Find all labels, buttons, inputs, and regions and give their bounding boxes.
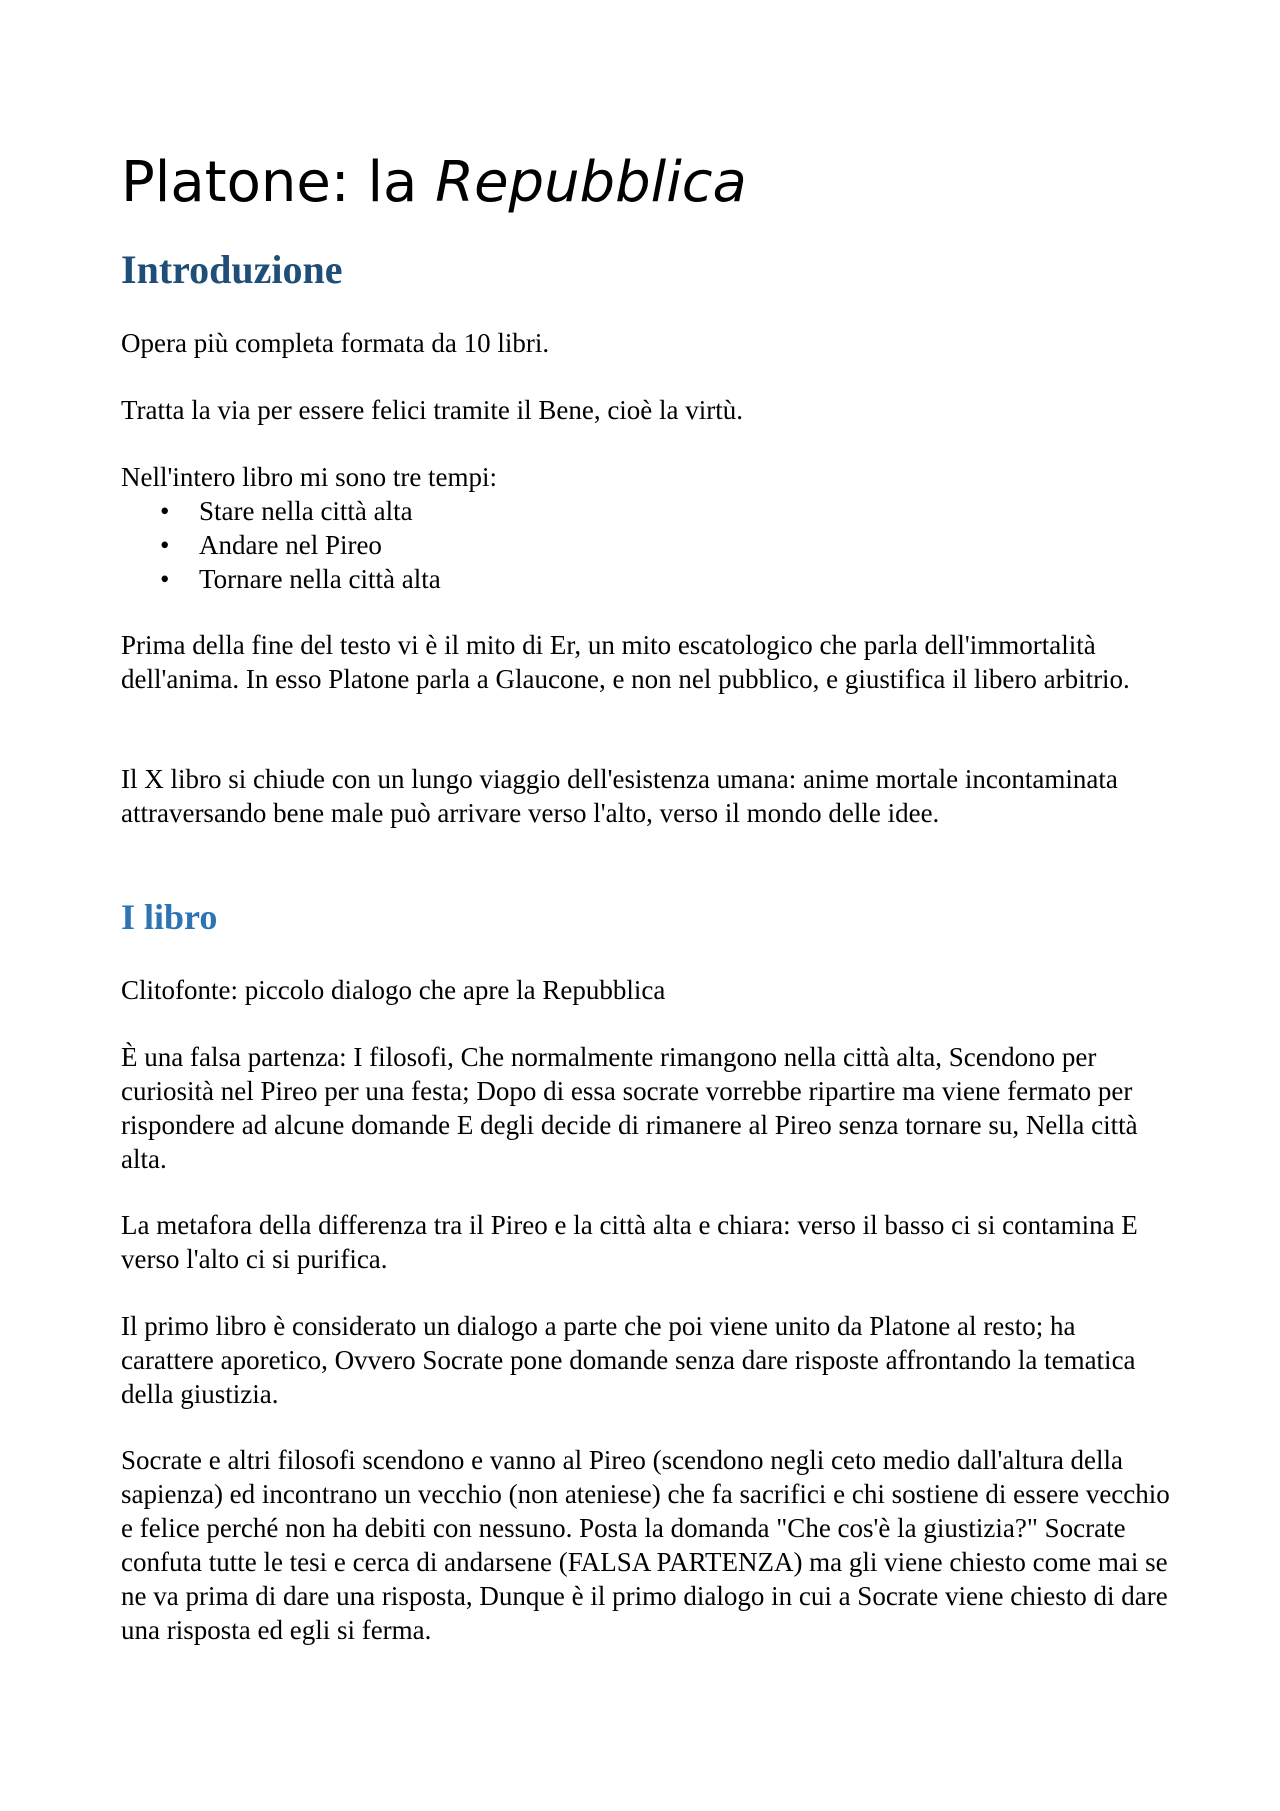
bullet-icon: • bbox=[160, 496, 170, 526]
bullet-icon: • bbox=[160, 530, 170, 560]
intro-paragraph-4: Prima della fine del testo vi è il mito di Er, un mito escatologico che parla dell'immortalità dell'anima. In esso Platone parla a Glaucone, e non nel pubblico, e giustifica il libero arbitrio. bbox=[121, 630, 1130, 694]
libro1-paragraph-2: È una falsa partenza: I filosofi, Che normalmente rimangono nella città alta, Scendono per curiosità nel Pireo per una festa; Dopo di essa socrate vorrebbe ripartire ma viene fermato per rispondere ad alcune domande E degli decide di rimanere al Pireo senza tornare su, Nella città alta. bbox=[121, 1042, 1138, 1174]
list-item bbox=[121, 494, 441, 528]
list-item-text: Andare nel Pireo bbox=[199, 530, 382, 560]
list-item-text: Stare nella città alta bbox=[199, 496, 413, 526]
libro1-paragraph-4: Il primo libro è considerato un dialogo a parte che poi viene unito da Platone al resto; ha carattere aporetico, Ovvero Socrate pone domande senza dare risposte affrontando la tematica della giustizia. bbox=[121, 1311, 1136, 1409]
title-italic: Repubblica bbox=[435, 150, 747, 215]
libro1-paragraph-5: Socrate e altri filosofi scendono e vanno al Pireo (scendono negli ceto medio dall'altura della sapienza) ed incontrano un vecchio (non ateniese) che fa sacrifici e chi sostiene di essere vecchio e felice perché non ha debiti con nessuno. Posta la domanda "Che cos'è la giustizia?" Socrate confuta tutte le tesi e cerca di andarsene (FALSA PARTENZA) ma gli viene chiesto come mai se ne va prima di dare una risposta, Dunque è il primo dialogo in cui a Socrate viene chiesto di dare una risposta ed egli si ferma. bbox=[121, 1445, 1170, 1645]
intro-paragraph-1: Opera più completa formata da 10 libri. bbox=[121, 328, 550, 358]
list-item bbox=[121, 562, 441, 596]
list-item-text: Tornare nella città alta bbox=[199, 564, 441, 594]
libro1-paragraph-3: La metafora della differenza tra il Pireo e la città alta e chiara: verso il basso ci si contamina E verso l'alto ci si purifica. bbox=[121, 1210, 1138, 1274]
intro-paragraph-5: Il X libro si chiude con un lungo viaggio dell'esistenza umana: anime mortale incontaminata attraversando bene male può arrivare verso l'alto, verso il mondo delle idee. bbox=[121, 764, 1118, 828]
libro1-paragraph-1: Clitofonte: piccolo dialogo che apre la Repubblica bbox=[121, 975, 666, 1005]
bullet-icon: • bbox=[160, 564, 170, 594]
intro-paragraph-3: Nell'intero libro mi sono tre tempi: bbox=[121, 462, 498, 492]
intro-paragraph-2: Tratta la via per essere felici tramite il Bene, cioè la virtù. bbox=[121, 395, 744, 425]
heading-i-libro: I libro bbox=[121, 897, 218, 937]
intro-bullet-list bbox=[121, 494, 441, 596]
list-item bbox=[121, 528, 441, 562]
title-prefix: Platone: la bbox=[121, 150, 436, 215]
document-title bbox=[121, 148, 747, 218]
heading-introduzione: Introduzione bbox=[121, 247, 343, 292]
